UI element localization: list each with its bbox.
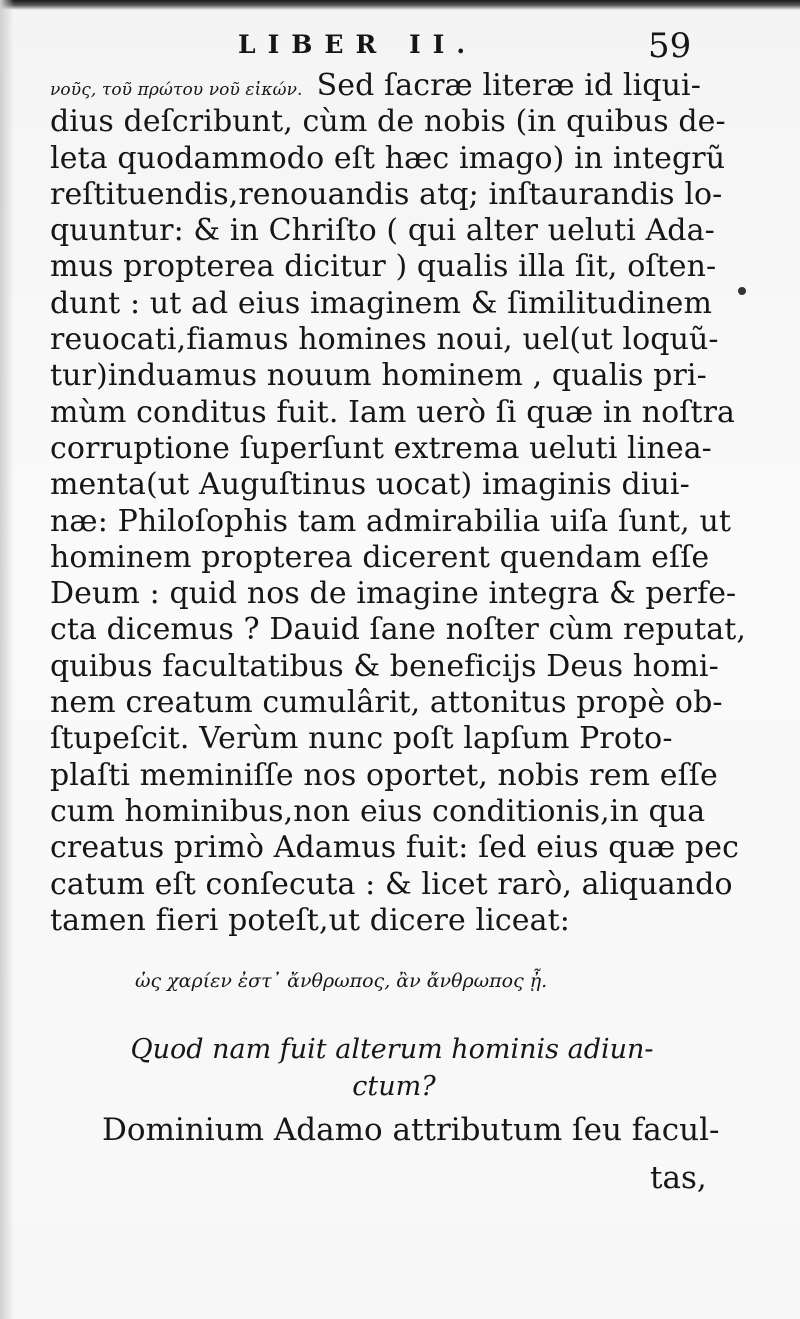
text-line: plaſti meminiſſe nos oportet, nobis rem eſſe xyxy=(50,757,718,793)
text-line: creatus primò Adamus fuit: ſed eius quæ pec xyxy=(50,830,739,866)
text-line: hominem propterea dicerent quendam eſſe xyxy=(50,539,710,575)
text-line: reuocati,fiamus homines noui, uel(ut loquũ- xyxy=(50,322,719,358)
text-line-content: Sed ſacræ literæ id liqui- xyxy=(316,68,701,103)
catchword: tas, xyxy=(650,1160,707,1196)
text-line: reſtituendis,renouandis atq; inſtaurandis lo- xyxy=(50,176,723,212)
text-line: quibus facultatibus & beneficijs Deus homi- xyxy=(50,648,719,684)
greek-verse-quote: ὡς χαρίεν ἐστ᾽ ἄνθρωπος, ἂν ἄνθρωπος ᾖ. xyxy=(135,970,548,992)
question-heading-line-2: ctum? xyxy=(352,1071,436,1102)
text-line: ſtupeſcit. Verùm nunc poſt lapſum Proto- xyxy=(50,721,673,757)
text-line: dunt : ut ad eius imaginem & ſimilitudinem xyxy=(50,285,713,321)
text-line: nem creatum cumulârit, attonitus propè ob- xyxy=(50,685,723,721)
text-line: cta dicemus ? Dauid ſane noſter cùm reputat, xyxy=(50,612,746,648)
page-top-edge xyxy=(0,0,800,10)
text-line: dius deſcribunt, cùm de nobis (in quibus de- xyxy=(50,104,726,140)
text-line xyxy=(50,68,710,104)
text-line: catum eſt conſecuta : & licet rarò, aliquando xyxy=(50,866,733,902)
text-line: mùm conditus fuit. Iam uerò ſi quæ in noſtra xyxy=(50,394,736,430)
text-line: leta quodammodo eſt hæc imago) in integrũ xyxy=(50,140,726,176)
text-line: quuntur: & in Chriſto ( qui alter ueluti Ada- xyxy=(50,213,715,249)
text-line: cum hominibus,non eius conditionis,in qua xyxy=(50,793,706,829)
text-line: tamen fieri poteſt,ut dicere liceat: xyxy=(50,902,570,938)
text-line: Deum : quid nos de imagine integra & perfe- xyxy=(50,576,737,612)
greek-inline-quote: νοῦς, τοῦ πρώτου νοῦ εἰκών. xyxy=(50,80,303,100)
ink-speck xyxy=(738,287,746,295)
text-line: næ: Philoſophis tam admirabilia uiſa ſunt, ut xyxy=(50,503,732,539)
page-left-edge xyxy=(0,0,14,1319)
text-line: mus propterea dicitur ) qualis illa ſit, oſten- xyxy=(50,249,717,285)
text-line: corruptione ſuperſunt extrema ueluti linea- xyxy=(50,430,712,466)
main-text-block xyxy=(50,68,746,939)
text-line: menta(ut Auguſtinus uocat) imaginis diui- xyxy=(50,467,690,503)
text-line: tur)induamus nouum hominem , qualis pri- xyxy=(50,358,707,394)
question-heading-line-1: Quod nam fuit alterum hominis adiun- xyxy=(130,1034,654,1065)
running-title: LIBER II. xyxy=(238,30,478,59)
page-header xyxy=(0,26,800,66)
answer-first-line: Dominium Adamo attributum ſeu facul- xyxy=(102,1112,720,1148)
page-number: 59 xyxy=(648,26,692,66)
